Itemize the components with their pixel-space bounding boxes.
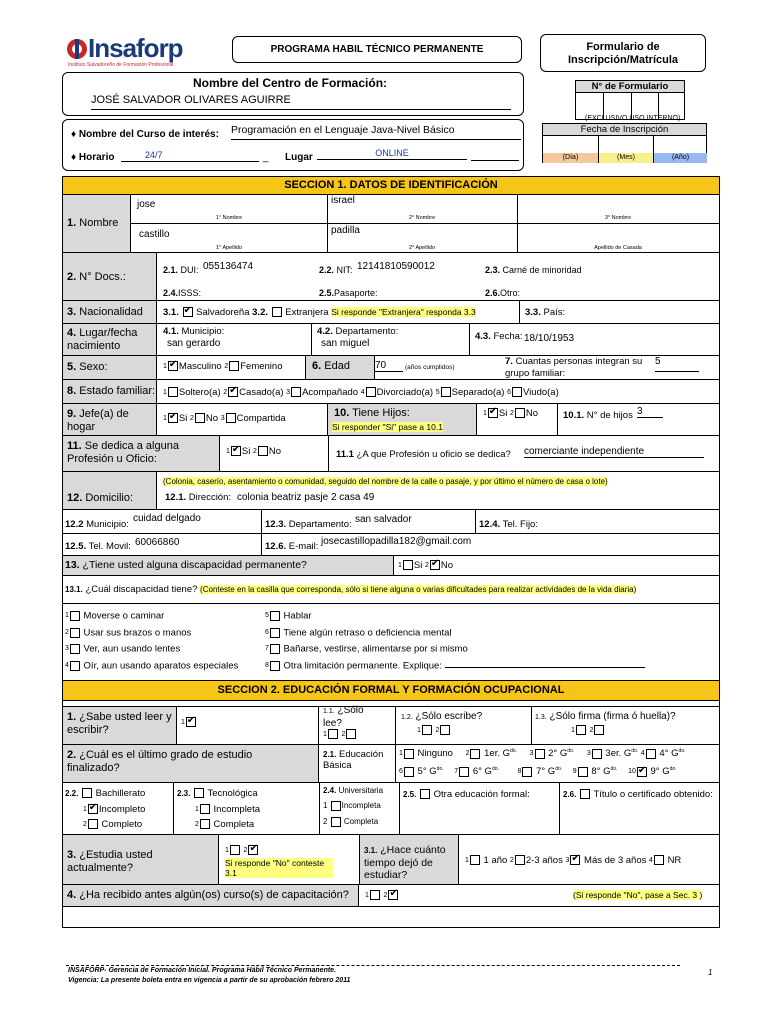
- solo-lee-no-checkbox[interactable]: [346, 729, 356, 739]
- extranjera-checkbox[interactable]: [272, 307, 282, 317]
- grado-label: 2. ¿Cuál es el último grado de estudio finalizado?: [63, 745, 319, 783]
- curso-si-checkbox[interactable]: [370, 890, 380, 900]
- dom-row: (Colonia, caserío, asentamiento o comunidad, seguido del nombre de la calle o pasaje, y por último el número de casa o lote) 12.1. Dirección: colonia beatriz pasje 2 casa 49: [157, 472, 719, 510]
- footer-line2: Vigencia: La presente boleta entra en vigencia a partir de su aprobación febrero 2011: [68, 977, 351, 984]
- jefe-compartida-checkbox[interactable]: [226, 413, 236, 423]
- solo-lee-si-checkbox[interactable]: [328, 729, 338, 739]
- lugar-row: 4.1. Municipio: san gerardo 4.2. Departamento: san miguel 4.3. Fecha: 18/10/1953: [157, 324, 719, 356]
- jefe-label: 9. Jefe(a) de hogar: [63, 404, 157, 436]
- solo-escribe-no-checkbox[interactable]: [440, 725, 450, 735]
- femenino-checkbox[interactable]: [229, 361, 239, 371]
- personas-field[interactable]: 5: [655, 356, 699, 372]
- nombre1-field[interactable]: jose: [137, 199, 156, 210]
- titulo-checkbox[interactable]: [580, 789, 590, 799]
- disc8-checkbox[interactable]: [270, 661, 280, 671]
- disc-no-checkbox[interactable]: [430, 560, 440, 570]
- lugar-field[interactable]: ONLINE: [317, 148, 467, 160]
- fecha-insc-box: Fecha de Inscripción (Día) (Mes) (Año): [542, 123, 707, 163]
- form-title: Formulario de Inscripción/Matrícula: [540, 34, 706, 72]
- hijos-si-checkbox[interactable]: [488, 408, 498, 418]
- tec-incompleta-checkbox[interactable]: [200, 804, 210, 814]
- dos-anios-checkbox[interactable]: [515, 855, 525, 865]
- estudia-label: 3. ¿Estudia usted actualmente?: [63, 835, 219, 885]
- nhijos-field[interactable]: 3: [637, 406, 663, 418]
- disc-si-checkbox[interactable]: [403, 560, 413, 570]
- otra-edu-checkbox[interactable]: [420, 789, 430, 799]
- docs-label: 2. N° Docs.:: [63, 253, 157, 301]
- mas-tres-checkbox[interactable]: [570, 855, 580, 865]
- disc7-checkbox[interactable]: [270, 644, 280, 654]
- profesion-field[interactable]: comerciante independiente: [524, 446, 704, 458]
- acompanado-checkbox[interactable]: [291, 387, 301, 397]
- jefe-row: 1✔ Si 2 No 3 Compartida 10. Tiene Hijos: Si responder "Si" pase a 10.1 1✔ Si 2 No 10.1. N° de hijos 3: [157, 404, 719, 436]
- page-number: 1: [708, 968, 713, 977]
- solo-firma-no-checkbox[interactable]: [594, 725, 604, 735]
- bachillerato-checkbox[interactable]: [82, 788, 92, 798]
- masculino-checkbox[interactable]: [168, 361, 178, 371]
- sexo-row: 1✔ Masculino 2 Femenino 6. Edad 70 (años cumplidos) 7. Cuantas personas integran su grupo familiar: 5: [157, 356, 719, 380]
- prof-no-checkbox[interactable]: [258, 446, 268, 456]
- disc-row: 13. ¿Tiene usted alguna discapacidad permanente? 1 Si 2✔ No: [63, 556, 719, 576]
- footer-line1: INSAFORP- Gerencia de Formación Inicial. Programa Hábil Técnico Permanente.: [68, 967, 337, 974]
- nac-label: 3. Nacionalidad: [63, 301, 157, 324]
- lugar-label: 4. Lugar/fecha nacimiento: [63, 324, 157, 356]
- leer-si-checkbox[interactable]: [186, 717, 196, 727]
- email-field[interactable]: josecastillopadilla182@gmail.com: [321, 536, 472, 547]
- municipio-row: 12.2 Municipio: cuidad delgado 12.3. Departamento: san salvador 12.4. Tel. Fijo:: [63, 510, 719, 534]
- estudia-si-checkbox[interactable]: [230, 845, 240, 855]
- univ-completa-checkbox[interactable]: [331, 817, 341, 827]
- tec-completa-checkbox[interactable]: [200, 819, 210, 829]
- nombre-label: 1. Nombre: [63, 195, 131, 253]
- grado6-checkbox[interactable]: [459, 767, 469, 777]
- grado9-checkbox[interactable]: [637, 767, 647, 777]
- uso-interno: (EXCLUSIVO USO INTERNO): [585, 115, 681, 122]
- casado-checkbox[interactable]: [228, 387, 238, 397]
- nombre2-field[interactable]: israel: [331, 195, 355, 206]
- apellido1-field[interactable]: castillo: [139, 229, 170, 240]
- bach-completo-checkbox[interactable]: [88, 819, 98, 829]
- curso-no-checkbox[interactable]: [388, 890, 398, 900]
- nform-grid: N° de Formulario: [575, 80, 685, 120]
- disc1-checkbox[interactable]: [70, 611, 80, 621]
- viudo-checkbox[interactable]: [512, 387, 522, 397]
- program-title: PROGRAMA HABIL TÉCNICO PERMANENTE: [232, 36, 522, 63]
- nombre-grid: jose israel 1° Nombre 2° Nombre 3° Nombre castillo padilla 1° Apellido 2° Apellido Apellido de Casada: [131, 195, 719, 253]
- curso-label: 4. ¿Ha recibido antes algún(os) curso(s) de capacitación?: [63, 885, 359, 907]
- ninguno-checkbox[interactable]: [404, 749, 414, 759]
- leer-label: 1. ¿Sabe usted leer y escribir?: [63, 707, 177, 745]
- uno-anio-checkbox[interactable]: [470, 855, 480, 865]
- grado2-checkbox[interactable]: [535, 749, 545, 759]
- solo-escribe-si-checkbox[interactable]: [422, 725, 432, 735]
- grado4-checkbox[interactable]: [646, 749, 656, 759]
- grado5-checkbox[interactable]: [404, 767, 414, 777]
- divorciado-checkbox[interactable]: [366, 387, 376, 397]
- disc-q-row: 13.1. ¿Cuál discapacidad tiene? (Conteste en la casilla que corresponda, sólo si tiene alguna o varias dificultades para realizar actividades de la vida diaria): [63, 576, 719, 604]
- dui-field[interactable]: 055136474: [203, 261, 254, 272]
- estudia-row: 1 2✔ Si responde "No" conteste 3.1 3.1. ¿Hace cuánto tiempo dejó de estudiar? 1 1 año 2 2-3 años 3✔ Más de 3 años 4 NR: [219, 835, 719, 885]
- curso-field[interactable]: Programación en el Lenguaje Java-Nivel Básico: [231, 124, 521, 140]
- bach-incompleto-checkbox[interactable]: [88, 804, 98, 814]
- estudia-no-checkbox[interactable]: [248, 845, 258, 855]
- centro-field[interactable]: JOSÉ SALVADOR OLIVARES AGUIRRE: [91, 94, 511, 110]
- hijos-no-checkbox[interactable]: [515, 408, 525, 418]
- logo-icon: [66, 37, 88, 61]
- centro-box: Nombre del Centro de Formación: JOSÉ SALVADOR OLIVARES AGUIRRE: [62, 72, 524, 116]
- grado7-checkbox[interactable]: [522, 767, 532, 777]
- prof-row: 1✔ Si 2 No 11.1 ¿A que Profesión u oficio se dedica? comerciante independiente: [220, 436, 719, 472]
- grado1-checkbox[interactable]: [470, 749, 480, 759]
- leer-row: 1✔ 1.1. ¿Sólo lee? 1 2 1.2. ¿Sólo escribe? 1 2 1.3. ¿Sólo firma (firma ó huella)? 1 2: [177, 707, 719, 745]
- movil-row: 12.5. Tel. Movil: 60066860 12.6. E-mail: josecastillopadilla182@gmail.com: [63, 534, 719, 556]
- jefe-no-checkbox[interactable]: [195, 413, 205, 423]
- disc2-checkbox[interactable]: [70, 628, 80, 638]
- dom-label: 12. Domicilio:: [63, 472, 157, 510]
- univ-incompleta-checkbox[interactable]: [331, 801, 341, 811]
- sexo-label: 5. Sexo:: [63, 356, 157, 380]
- municipio-field[interactable]: cuidad delgado: [133, 513, 201, 524]
- jefe-si-checkbox[interactable]: [168, 413, 178, 423]
- departamento-field[interactable]: san salvador: [355, 514, 412, 525]
- tecnologica-checkbox[interactable]: [194, 788, 204, 798]
- solo-firma-si-checkbox[interactable]: [576, 725, 586, 735]
- edad-field[interactable]: 70: [375, 360, 403, 372]
- section-1: SECCION 1. DATOS DE IDENTIFICACIÓN: [62, 176, 720, 680]
- soltero-checkbox[interactable]: [168, 387, 178, 397]
- curso-box: ♦ Nombre del Curso de interés: Programación en el Lenguaje Java-Nivel Básico ♦ Horario 24/7 _ Lugar ONLINE: [62, 119, 524, 171]
- separado-checkbox[interactable]: [441, 387, 451, 397]
- fecha-nac-field[interactable]: 18/10/1953: [524, 333, 575, 344]
- insaforp-logo: Insaforp Instituto Salvadoreño de Formación Profesional: [68, 33, 183, 68]
- docs-grid: 2.1. DUI: 055136474 2.2. NIT: 12141810590012 2.3. Carné de minoridad 2.4.ISSS: 2.5.Pasaporte: 2.6.Otro:: [157, 253, 719, 301]
- disc4-checkbox[interactable]: [70, 661, 80, 671]
- civil-label: 8. Estado familiar:: [63, 380, 157, 404]
- disc-options: 1 Moverse o caminar 2 Usar sus brazos o manos 3 Ver, aun usando lentes 4 Oír, aun usando aparatos especiales 5 Hablar 6 Tiene algún retraso o deficiencia mental 7 Bañarse, vestirse, alimentarse por si mismo 8 Otra limitación permanente. Explique:: [63, 604, 719, 680]
- depto-nac-field[interactable]: san miguel: [321, 338, 370, 349]
- section-2: SECCION 2. EDUCACIÓN FORMAL Y FORMACIÓN OCUPACIONAL: [62, 680, 720, 928]
- apellido2-field[interactable]: padilla: [331, 225, 360, 236]
- direccion-field[interactable]: colonia beatriz pasje 2 casa 49: [237, 492, 375, 503]
- grado3-checkbox[interactable]: [592, 749, 602, 759]
- curso-row: 1 2✔ (Si responde "No", pase a Sec. 3 ): [359, 885, 719, 907]
- movil-field[interactable]: 60066860: [135, 537, 180, 548]
- formacion-row: 2.2. Bachillerato 1✔ Incompleto 2 Completo 2.3. Tecnológica 1 Incompleta 2 Completa 2.4. Universitaria 1 Incompleta 2 Completa 2.5. Otra educación formal: 2.6. Título o certificado obtenido:: [63, 783, 719, 835]
- disc6-checkbox[interactable]: [270, 628, 280, 638]
- prof-label: 11. Se dedica a alguna Profesión u Oficio:: [63, 436, 220, 472]
- disc3-checkbox[interactable]: [70, 644, 80, 654]
- disc5-checkbox[interactable]: [270, 611, 280, 621]
- nit-field[interactable]: 12141810590012: [357, 261, 435, 272]
- grado8-checkbox[interactable]: [578, 767, 588, 777]
- nr-checkbox[interactable]: [654, 855, 664, 865]
- salvadorena-checkbox[interactable]: [183, 307, 193, 317]
- horario-field[interactable]: 24/7: [121, 150, 259, 162]
- civil-row: 1 Soltero(a) 2✔ Casado(a) 3 Acompañado 4 Divorciado(a) 5 Separado(a) 6 Viudo(a): [157, 380, 719, 404]
- grado-row: 2.1. Educación Básica 1 Ninguno 2 1er. $G^{do.}$ 3 2° $G^{do.}$ 3 3er. $G^{do.}$ 4 4° $G^{do.}$ 6 5° $G^{do.}$ 7 6° $G^{do.}$ 8 7° $G^{do.}$ 9 8° $G^{do.}$ 10✔ 9° $G^{do.}$: [319, 745, 719, 783]
- nac-row: 3.1. ✔ Salvadoreña 3.2. Extranjera Si responde "Extranjera" responda 3.3 3.3. País:: [157, 301, 719, 324]
- municipio-nac-field[interactable]: san gerardo: [167, 338, 221, 349]
- prof-si-checkbox[interactable]: [231, 446, 241, 456]
